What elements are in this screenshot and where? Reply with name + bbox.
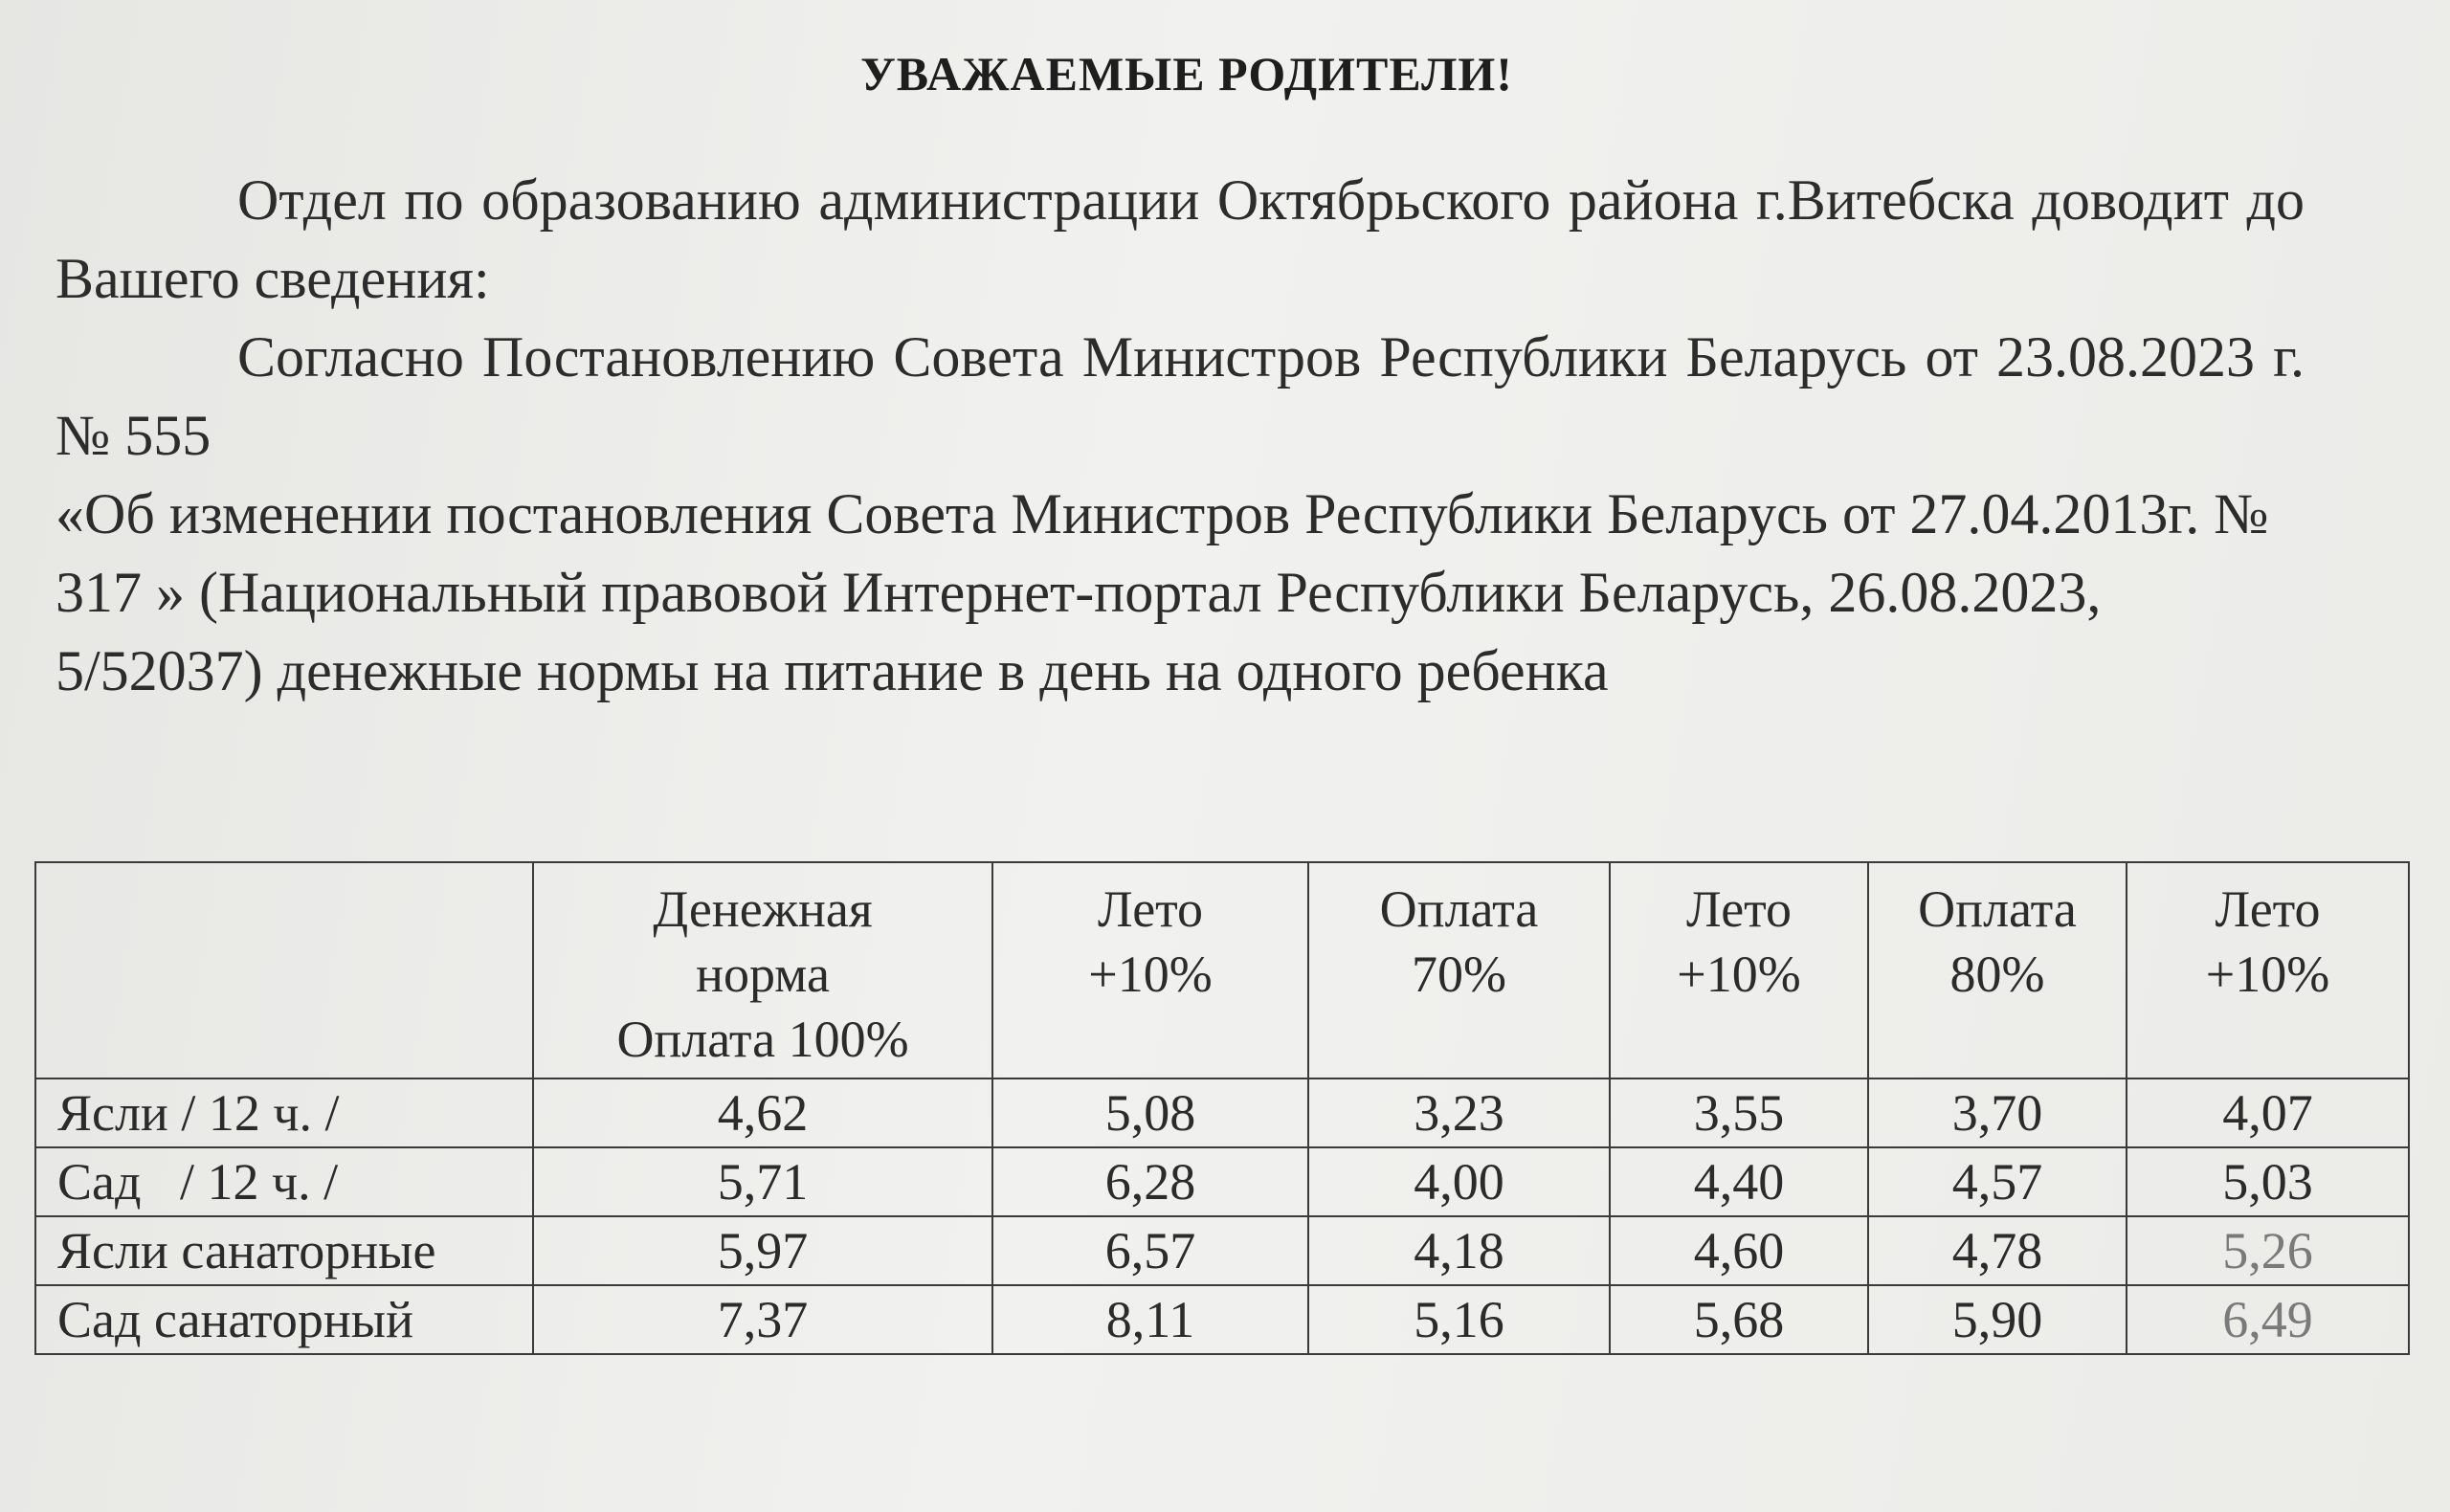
table-cell: 4,78 [1868,1216,2127,1285]
table-cell: 4,18 [1308,1216,1610,1285]
table-cell: 6,28 [992,1147,1308,1216]
header-line: Лето [2215,880,2321,938]
table-row [35,1285,2409,1354]
header-line: Оплата 100% [616,1011,909,1068]
row-label: Ясли санаторные [35,1216,533,1285]
header-line: +10% [1088,945,1213,1003]
header-line: 80% [1949,945,2045,1003]
table-cell: 6,57 [992,1216,1308,1285]
table-cell: 5,26 [2127,1216,2409,1285]
notice-title: УВАЖАЕМЫЕ РОДИТЕЛИ! [860,47,1513,100]
table-cell: 3,55 [1610,1078,1868,1147]
table-header-row [35,862,2409,1078]
header-money-norm [533,862,992,1078]
header-empty [35,862,533,1078]
header-line: Лето [1685,880,1793,938]
row-label: Сад санаторный [35,1285,533,1354]
table-cell: 4,62 [533,1078,992,1147]
header-line: Денежная [653,880,873,938]
food-norms-table [34,861,2410,1355]
table-cell: 6,49 [2127,1285,2409,1354]
table-cell: 4,07 [2127,1078,2409,1147]
header-summer-3 [2127,862,2409,1078]
table-cell: 5,68 [1610,1285,1868,1354]
table-cell: 4,40 [1610,1147,1868,1216]
header-line: Лето [1097,880,1204,938]
table-cell: 5,16 [1308,1285,1610,1354]
header-summer-2 [1610,862,1868,1078]
table-cell: 3,70 [1868,1078,2127,1147]
header-payment-80 [1868,862,2127,1078]
header-line: 70% [1412,945,1506,1003]
header-summer-1 [992,862,1308,1078]
paragraph-details: «Об изменении постановления Совета Министров Республики Беларусь от 27.04.2013г. № 317 » (Национальный правовой Интернет-портал Республики Беларусь, 26.08.2023, 5/52037) денежные нормы на питание в день на одного ребенка [56,482,2269,702]
table-cell: 4,00 [1308,1147,1610,1216]
table-cell: 8,11 [992,1285,1308,1354]
row-label: Сад / 12 ч. / [35,1147,533,1216]
table-cell: 5,71 [533,1147,992,1216]
table-cell: 5,90 [1868,1285,2127,1354]
table-row [35,1078,2409,1147]
table-cell: 4,57 [1868,1147,2127,1216]
table-cell: 4,60 [1610,1216,1868,1285]
table-cell: 5,08 [992,1078,1308,1147]
header-line: +10% [1677,945,1801,1003]
header-line: +10% [2205,945,2330,1003]
table-row [35,1216,2409,1285]
table-cell: 5,03 [2127,1147,2409,1216]
row-label: Ясли / 12 ч. / [35,1078,533,1147]
paragraph-resolution: Согласно Постановлению Совета Министров Республики Беларусь от 23.08.2023 г. № 555 [56,325,2305,467]
paragraph-intro: Отдел по образованию администрации Октябрьского района г.Витебска доводит до Вашего сведения: [56,168,2305,310]
table-cell: 5,97 [533,1216,992,1285]
header-line: норма [696,945,830,1003]
table-cell: 7,37 [533,1285,992,1354]
header-line: Оплата [1918,880,2077,938]
table-row [35,1147,2409,1216]
table-cell: 3,23 [1308,1078,1610,1147]
header-line: Оплата [1379,880,1539,938]
header-payment-70 [1308,862,1610,1078]
notice-body [56,161,2305,710]
